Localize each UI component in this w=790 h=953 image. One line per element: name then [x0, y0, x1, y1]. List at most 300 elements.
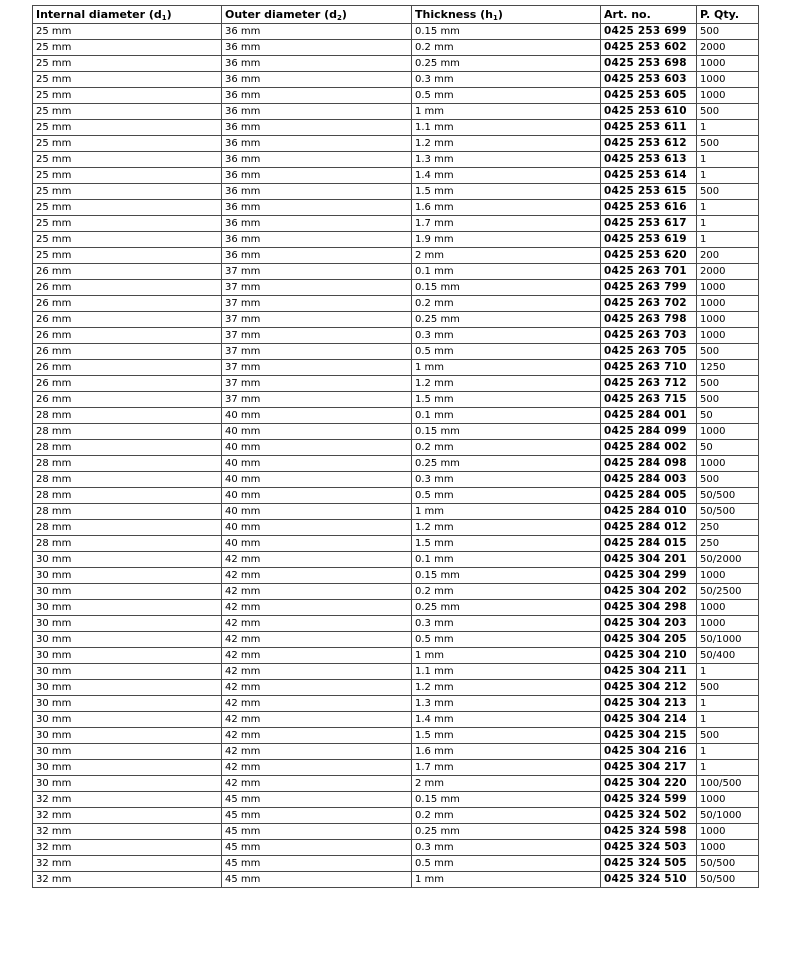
art-no-cell: 0425 253 699: [601, 24, 697, 40]
art-no-cell: 0425 253 613: [601, 152, 697, 168]
pack-qty-cell: 50/500: [697, 856, 759, 872]
thickness-cell: 1 mm: [412, 504, 601, 520]
art-no-cell: 0425 253 603: [601, 72, 697, 88]
pack-qty-cell: 1: [697, 200, 759, 216]
art-no-cell: 0425 304 213: [601, 696, 697, 712]
table-row: [33, 424, 759, 440]
internal-diameter-cell: 26 mm: [33, 328, 222, 344]
table-row: [33, 264, 759, 280]
art-no-cell: 0425 284 015: [601, 536, 697, 552]
art-no-cell: 0425 304 217: [601, 760, 697, 776]
outer-diameter-cell: 37 mm: [222, 328, 412, 344]
internal-diameter-cell: 30 mm: [33, 568, 222, 584]
pack-qty-cell: 250: [697, 520, 759, 536]
table-row: [33, 616, 759, 632]
outer-diameter-cell: 40 mm: [222, 424, 412, 440]
internal-diameter-cell: 25 mm: [33, 152, 222, 168]
thickness-cell: 0.1 mm: [412, 552, 601, 568]
thickness-cell: 0.5 mm: [412, 632, 601, 648]
thickness-cell: 1.2 mm: [412, 376, 601, 392]
thickness-cell: 0.25 mm: [412, 824, 601, 840]
outer-diameter-cell: 37 mm: [222, 264, 412, 280]
pack-qty-cell: 1000: [697, 328, 759, 344]
table-row: [33, 728, 759, 744]
internal-diameter-cell: 30 mm: [33, 600, 222, 616]
art-no-cell: 0425 253 619: [601, 232, 697, 248]
pack-qty-cell: 1: [697, 696, 759, 712]
outer-diameter-cell: 36 mm: [222, 40, 412, 56]
art-no-cell: 0425 284 003: [601, 472, 697, 488]
pack-qty-cell: 2000: [697, 264, 759, 280]
pack-qty-cell: 50/500: [697, 872, 759, 888]
thickness-cell: 0.15 mm: [412, 280, 601, 296]
outer-diameter-cell: 36 mm: [222, 120, 412, 136]
pack-qty-cell: 500: [697, 104, 759, 120]
thickness-cell: 0.2 mm: [412, 584, 601, 600]
header-internal-diameter: Internal diameter $(d_1)$: [33, 6, 222, 24]
internal-diameter-cell: 25 mm: [33, 88, 222, 104]
art-no-cell: 0425 304 214: [601, 712, 697, 728]
art-no-cell: 0425 263 705: [601, 344, 697, 360]
pack-qty-cell: 1: [697, 120, 759, 136]
thickness-cell: 1.4 mm: [412, 168, 601, 184]
outer-diameter-cell: 45 mm: [222, 840, 412, 856]
table-row: [33, 184, 759, 200]
internal-diameter-cell: 26 mm: [33, 296, 222, 312]
art-no-cell: 0425 284 001: [601, 408, 697, 424]
internal-diameter-cell: 28 mm: [33, 488, 222, 504]
pack-qty-cell: 1: [697, 664, 759, 680]
table-row: [33, 56, 759, 72]
table-row: [33, 136, 759, 152]
outer-diameter-cell: 45 mm: [222, 856, 412, 872]
pack-qty-cell: 1000: [697, 456, 759, 472]
art-no-cell: 0425 253 602: [601, 40, 697, 56]
internal-diameter-cell: 30 mm: [33, 696, 222, 712]
pack-qty-cell: 1000: [697, 424, 759, 440]
table-row: [33, 808, 759, 824]
table-row: [33, 392, 759, 408]
outer-diameter-cell: 45 mm: [222, 792, 412, 808]
art-no-cell: 0425 304 201: [601, 552, 697, 568]
internal-diameter-cell: 25 mm: [33, 72, 222, 88]
pack-qty-cell: 50/1000: [697, 632, 759, 648]
table-row: [33, 664, 759, 680]
art-no-cell: 0425 253 605: [601, 88, 697, 104]
art-no-cell: 0425 304 215: [601, 728, 697, 744]
pack-qty-cell: 1000: [697, 56, 759, 72]
thickness-cell: 0.3 mm: [412, 328, 601, 344]
thickness-cell: 0.2 mm: [412, 440, 601, 456]
thickness-cell: 0.25 mm: [412, 56, 601, 72]
art-no-cell: 0425 253 617: [601, 216, 697, 232]
outer-diameter-cell: 37 mm: [222, 296, 412, 312]
header-outer-diameter: Outer diameter $(d_2)$: [222, 6, 412, 24]
thickness-cell: 1.7 mm: [412, 216, 601, 232]
pack-qty-cell: 50/400: [697, 648, 759, 664]
table-row: [33, 856, 759, 872]
internal-diameter-cell: 28 mm: [33, 440, 222, 456]
outer-diameter-cell: 36 mm: [222, 152, 412, 168]
thickness-cell: 0.25 mm: [412, 456, 601, 472]
pack-qty-cell: 50/1000: [697, 808, 759, 824]
internal-diameter-cell: 26 mm: [33, 344, 222, 360]
pack-qty-cell: 500: [697, 24, 759, 40]
outer-diameter-cell: 42 mm: [222, 584, 412, 600]
art-no-cell: 0425 263 703: [601, 328, 697, 344]
outer-diameter-cell: 40 mm: [222, 456, 412, 472]
thickness-cell: 0.25 mm: [412, 312, 601, 328]
table-row: [33, 200, 759, 216]
art-no-cell: 0425 253 614: [601, 168, 697, 184]
internal-diameter-cell: 25 mm: [33, 136, 222, 152]
table-row: [33, 376, 759, 392]
pack-qty-cell: 100/500: [697, 776, 759, 792]
table-row: [33, 744, 759, 760]
internal-diameter-cell: 28 mm: [33, 504, 222, 520]
thickness-cell: 1.2 mm: [412, 680, 601, 696]
internal-diameter-cell: 30 mm: [33, 744, 222, 760]
art-no-cell: 0425 284 099: [601, 424, 697, 440]
art-no-cell: 0425 324 598: [601, 824, 697, 840]
outer-diameter-cell: 37 mm: [222, 360, 412, 376]
outer-diameter-cell: 42 mm: [222, 664, 412, 680]
thickness-cell: 1.2 mm: [412, 520, 601, 536]
pack-qty-cell: 1: [697, 168, 759, 184]
table-row: [33, 872, 759, 888]
internal-diameter-cell: 30 mm: [33, 584, 222, 600]
thickness-cell: 1 mm: [412, 360, 601, 376]
internal-diameter-cell: 25 mm: [33, 216, 222, 232]
outer-diameter-cell: 42 mm: [222, 632, 412, 648]
thickness-cell: 1.5 mm: [412, 536, 601, 552]
internal-diameter-cell: 26 mm: [33, 360, 222, 376]
outer-diameter-cell: 36 mm: [222, 216, 412, 232]
internal-diameter-cell: 32 mm: [33, 808, 222, 824]
pack-qty-cell: 200: [697, 248, 759, 264]
table-row: [33, 472, 759, 488]
thickness-cell: 0.15 mm: [412, 424, 601, 440]
outer-diameter-cell: 40 mm: [222, 408, 412, 424]
thickness-cell: 1.5 mm: [412, 392, 601, 408]
header-thickness: Thickness $(h_1)$: [412, 6, 601, 24]
table-row: [33, 632, 759, 648]
thickness-cell: 1.3 mm: [412, 152, 601, 168]
internal-diameter-cell: 28 mm: [33, 536, 222, 552]
table-row: [33, 120, 759, 136]
outer-diameter-cell: 36 mm: [222, 88, 412, 104]
thickness-cell: 0.3 mm: [412, 616, 601, 632]
thickness-cell: 0.3 mm: [412, 72, 601, 88]
thickness-cell: 0.2 mm: [412, 40, 601, 56]
pack-qty-cell: 1: [697, 232, 759, 248]
table-row: [33, 552, 759, 568]
internal-diameter-cell: 30 mm: [33, 664, 222, 680]
internal-diameter-cell: 30 mm: [33, 616, 222, 632]
internal-diameter-cell: 30 mm: [33, 760, 222, 776]
art-no-cell: 0425 324 502: [601, 808, 697, 824]
table-row: [33, 488, 759, 504]
thickness-cell: 1.3 mm: [412, 696, 601, 712]
outer-diameter-cell: 42 mm: [222, 568, 412, 584]
art-no-cell: 0425 304 210: [601, 648, 697, 664]
pack-qty-cell: 500: [697, 680, 759, 696]
table-row: [33, 72, 759, 88]
internal-diameter-cell: 25 mm: [33, 24, 222, 40]
thickness-cell: 1.2 mm: [412, 136, 601, 152]
art-no-cell: 0425 324 503: [601, 840, 697, 856]
art-no-cell: 0425 253 612: [601, 136, 697, 152]
outer-diameter-cell: 37 mm: [222, 344, 412, 360]
pack-qty-cell: 500: [697, 136, 759, 152]
pack-qty-cell: 500: [697, 344, 759, 360]
art-no-cell: 0425 284 098: [601, 456, 697, 472]
table-row: [33, 360, 759, 376]
header-pack-qty: P. Qty.: [697, 6, 759, 24]
table-row: [33, 24, 759, 40]
art-no-cell: 0425 304 216: [601, 744, 697, 760]
outer-diameter-cell: 40 mm: [222, 504, 412, 520]
pack-qty-cell: 1000: [697, 840, 759, 856]
internal-diameter-cell: 32 mm: [33, 824, 222, 840]
internal-diameter-cell: 28 mm: [33, 424, 222, 440]
outer-diameter-cell: 42 mm: [222, 600, 412, 616]
pack-qty-cell: 1: [697, 216, 759, 232]
art-no-cell: 0425 324 505: [601, 856, 697, 872]
pack-qty-cell: 50/500: [697, 488, 759, 504]
pack-qty-cell: 50: [697, 408, 759, 424]
outer-diameter-cell: 36 mm: [222, 56, 412, 72]
thickness-cell: 0.1 mm: [412, 264, 601, 280]
outer-diameter-cell: 45 mm: [222, 808, 412, 824]
outer-diameter-cell: 42 mm: [222, 680, 412, 696]
internal-diameter-cell: 26 mm: [33, 280, 222, 296]
outer-diameter-cell: 36 mm: [222, 232, 412, 248]
internal-diameter-cell: 25 mm: [33, 40, 222, 56]
thickness-cell: 0.15 mm: [412, 568, 601, 584]
thickness-cell: 1.9 mm: [412, 232, 601, 248]
thickness-cell: 1 mm: [412, 104, 601, 120]
outer-diameter-cell: 36 mm: [222, 24, 412, 40]
internal-diameter-cell: 30 mm: [33, 728, 222, 744]
outer-diameter-cell: 37 mm: [222, 392, 412, 408]
internal-diameter-cell: 25 mm: [33, 168, 222, 184]
outer-diameter-cell: 37 mm: [222, 376, 412, 392]
table-row: [33, 456, 759, 472]
thickness-cell: 1.1 mm: [412, 120, 601, 136]
table-row: [33, 680, 759, 696]
thickness-cell: 0.2 mm: [412, 296, 601, 312]
outer-diameter-cell: 45 mm: [222, 872, 412, 888]
table-row: [33, 792, 759, 808]
pack-qty-cell: 500: [697, 392, 759, 408]
art-no-cell: 0425 263 701: [601, 264, 697, 280]
art-no-cell: 0425 253 615: [601, 184, 697, 200]
outer-diameter-cell: 36 mm: [222, 200, 412, 216]
outer-diameter-cell: 36 mm: [222, 248, 412, 264]
thickness-cell: 0.5 mm: [412, 856, 601, 872]
outer-diameter-cell: 40 mm: [222, 472, 412, 488]
pack-qty-cell: 1000: [697, 296, 759, 312]
pack-qty-cell: 1250: [697, 360, 759, 376]
internal-diameter-cell: 32 mm: [33, 872, 222, 888]
thickness-cell: 2 mm: [412, 776, 601, 792]
art-no-cell: 0425 304 203: [601, 616, 697, 632]
outer-diameter-cell: 42 mm: [222, 728, 412, 744]
internal-diameter-cell: 30 mm: [33, 776, 222, 792]
thickness-cell: 0.1 mm: [412, 408, 601, 424]
art-no-cell: 0425 253 620: [601, 248, 697, 264]
internal-diameter-cell: 30 mm: [33, 648, 222, 664]
outer-diameter-cell: 40 mm: [222, 536, 412, 552]
internal-diameter-cell: 32 mm: [33, 856, 222, 872]
pack-qty-cell: 500: [697, 472, 759, 488]
table-row: [33, 536, 759, 552]
thickness-cell: 0.5 mm: [412, 488, 601, 504]
art-no-cell: 0425 304 211: [601, 664, 697, 680]
outer-diameter-cell: 42 mm: [222, 648, 412, 664]
internal-diameter-cell: 26 mm: [33, 376, 222, 392]
table-row: [33, 504, 759, 520]
thickness-cell: 0.5 mm: [412, 88, 601, 104]
internal-diameter-cell: 25 mm: [33, 120, 222, 136]
art-no-cell: 0425 304 202: [601, 584, 697, 600]
outer-diameter-cell: 36 mm: [222, 136, 412, 152]
pack-qty-cell: 50: [697, 440, 759, 456]
internal-diameter-cell: 25 mm: [33, 104, 222, 120]
thickness-cell: 2 mm: [412, 248, 601, 264]
table-row: [33, 232, 759, 248]
thickness-cell: 0.2 mm: [412, 808, 601, 824]
art-no-cell: 0425 253 610: [601, 104, 697, 120]
internal-diameter-cell: 30 mm: [33, 712, 222, 728]
table-row: [33, 440, 759, 456]
art-no-cell: 0425 324 510: [601, 872, 697, 888]
outer-diameter-cell: 42 mm: [222, 744, 412, 760]
table-row: [33, 312, 759, 328]
pack-qty-cell: 1000: [697, 88, 759, 104]
art-no-cell: 0425 284 012: [601, 520, 697, 536]
thickness-cell: 0.3 mm: [412, 472, 601, 488]
pack-qty-cell: 1: [697, 712, 759, 728]
table-row: [33, 104, 759, 120]
table-row: [33, 568, 759, 584]
pack-qty-cell: 250: [697, 536, 759, 552]
internal-diameter-cell: 25 mm: [33, 248, 222, 264]
table-row: [33, 408, 759, 424]
thickness-cell: 1.7 mm: [412, 760, 601, 776]
pack-qty-cell: 1000: [697, 312, 759, 328]
outer-diameter-cell: 42 mm: [222, 712, 412, 728]
thickness-cell: 1 mm: [412, 872, 601, 888]
pack-qty-cell: 50/2500: [697, 584, 759, 600]
thickness-cell: 1.5 mm: [412, 728, 601, 744]
table-row: [33, 216, 759, 232]
outer-diameter-cell: 42 mm: [222, 552, 412, 568]
table-row: [33, 168, 759, 184]
outer-diameter-cell: 36 mm: [222, 104, 412, 120]
pack-qty-cell: 500: [697, 728, 759, 744]
thickness-cell: 0.15 mm: [412, 792, 601, 808]
table-row: [33, 776, 759, 792]
table-row: [33, 760, 759, 776]
pack-qty-cell: 1000: [697, 616, 759, 632]
outer-diameter-cell: 37 mm: [222, 312, 412, 328]
table-row: [33, 328, 759, 344]
art-no-cell: 0425 284 010: [601, 504, 697, 520]
pack-qty-cell: 500: [697, 184, 759, 200]
art-no-cell: 0425 263 715: [601, 392, 697, 408]
internal-diameter-cell: 26 mm: [33, 392, 222, 408]
pack-qty-cell: 50/2000: [697, 552, 759, 568]
art-no-cell: 0425 263 798: [601, 312, 697, 328]
table-row: [33, 344, 759, 360]
art-no-cell: 0425 284 002: [601, 440, 697, 456]
internal-diameter-cell: 26 mm: [33, 264, 222, 280]
pack-qty-cell: 1000: [697, 280, 759, 296]
pack-qty-cell: 50/500: [697, 504, 759, 520]
pack-qty-cell: 1000: [697, 72, 759, 88]
outer-diameter-cell: 40 mm: [222, 440, 412, 456]
outer-diameter-cell: 45 mm: [222, 824, 412, 840]
internal-diameter-cell: 30 mm: [33, 632, 222, 648]
table-row: [33, 88, 759, 104]
table-row: [33, 248, 759, 264]
table-row: [33, 584, 759, 600]
outer-diameter-cell: 36 mm: [222, 168, 412, 184]
pack-qty-cell: 1000: [697, 792, 759, 808]
thickness-cell: 0.5 mm: [412, 344, 601, 360]
table-row: [33, 280, 759, 296]
internal-diameter-cell: 25 mm: [33, 232, 222, 248]
art-no-cell: 0425 263 712: [601, 376, 697, 392]
pack-qty-cell: 1: [697, 760, 759, 776]
pack-qty-cell: 500: [697, 376, 759, 392]
outer-diameter-cell: 40 mm: [222, 488, 412, 504]
internal-diameter-cell: 25 mm: [33, 184, 222, 200]
thickness-cell: 1.6 mm: [412, 200, 601, 216]
table-row: [33, 840, 759, 856]
art-no-cell: 0425 263 799: [601, 280, 697, 296]
thickness-cell: 1.1 mm: [412, 664, 601, 680]
internal-diameter-cell: 26 mm: [33, 312, 222, 328]
thickness-cell: 0.3 mm: [412, 840, 601, 856]
art-no-cell: 0425 304 212: [601, 680, 697, 696]
internal-diameter-cell: 25 mm: [33, 200, 222, 216]
thickness-cell: 0.15 mm: [412, 24, 601, 40]
art-no-cell: 0425 284 005: [601, 488, 697, 504]
art-no-cell: 0425 304 298: [601, 600, 697, 616]
art-no-cell: 0425 253 616: [601, 200, 697, 216]
internal-diameter-cell: 25 mm: [33, 56, 222, 72]
art-no-cell: 0425 253 698: [601, 56, 697, 72]
table-row: [33, 648, 759, 664]
pack-qty-cell: 1: [697, 744, 759, 760]
parts-table: [32, 5, 759, 888]
thickness-cell: 0.25 mm: [412, 600, 601, 616]
outer-diameter-cell: 36 mm: [222, 72, 412, 88]
internal-diameter-cell: 30 mm: [33, 680, 222, 696]
internal-diameter-cell: 28 mm: [33, 456, 222, 472]
thickness-cell: 1.5 mm: [412, 184, 601, 200]
thickness-cell: 1.6 mm: [412, 744, 601, 760]
art-no-cell: 0425 324 599: [601, 792, 697, 808]
header-row: [33, 6, 759, 24]
outer-diameter-cell: 42 mm: [222, 760, 412, 776]
pack-qty-cell: 1000: [697, 824, 759, 840]
outer-diameter-cell: 42 mm: [222, 616, 412, 632]
internal-diameter-cell: 28 mm: [33, 520, 222, 536]
